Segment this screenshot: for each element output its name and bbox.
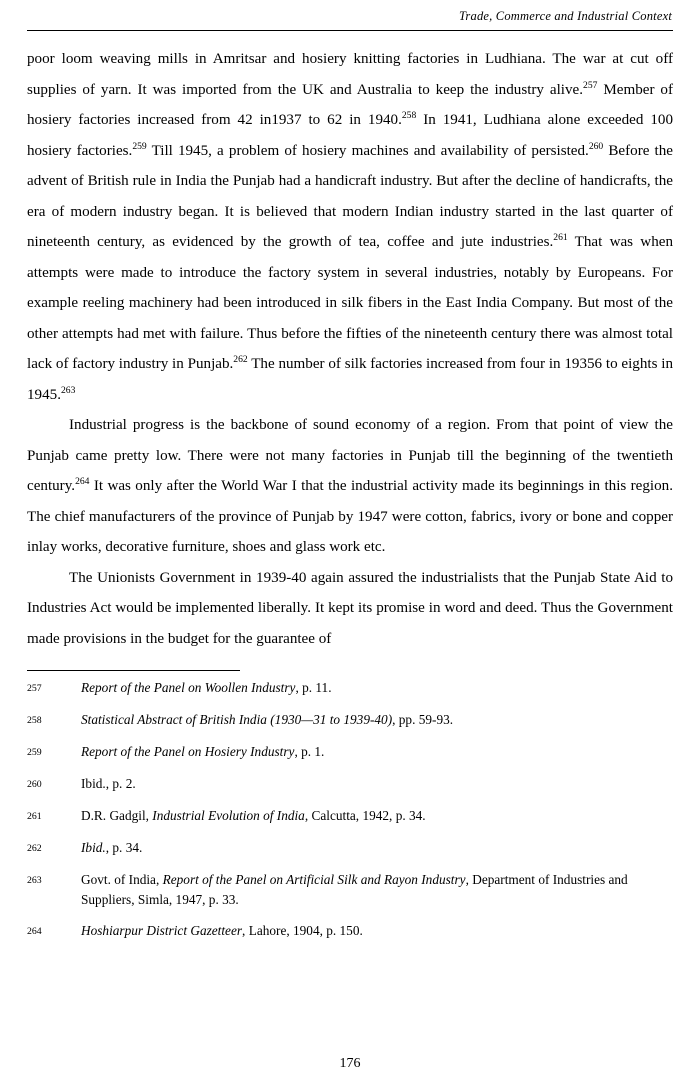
text-run: Hoshiarpur District Gazetteer	[81, 923, 243, 938]
body-paragraph	[27, 563, 673, 655]
text-run: That was when attempts were made to introduce the factory system in several industries, notably by Europeans. For example reeling machinery had been introduced in silk fibers in the East India Company. But most of the other attempts had met with failure. Thus before the fifties of the nineteenth century there was almost total lack of factory industry in Punjab.	[27, 234, 673, 372]
footnote-reference[interactable]: 259	[132, 140, 147, 152]
text-run: Govt. of India,	[81, 872, 163, 887]
text-run: , Lahore, 1904, p. 150.	[242, 923, 363, 938]
text-run: Before the advent of British rule in India the Punjab had a handicraft industry. But after the decline of handicrafts, the era of modern industry began. It is believed that modern Indian industry started in the last quarter of nineteenth century, as evidenced by the growth of tea, coffee and jute industries.	[27, 142, 673, 250]
footnote-reference[interactable]: 264	[75, 475, 90, 487]
text-run: In 1941, Ludhiana alone exceeded 100 hosiery factories.	[27, 112, 673, 159]
footnote-number: 263	[27, 875, 42, 886]
text-run: Member of hosiery factories increased from 42 in1937 to 62 in 1940.	[27, 81, 673, 128]
text-run: Till 1945, a problem of hosiery machines and availability of persisted.	[146, 142, 589, 159]
footnote-text	[81, 921, 673, 941]
footnote-reference[interactable]: 263	[60, 384, 76, 396]
text-run: The Unionists Government in 1939-40 again assured the industrialists that the Punjab State Aid to Industries Act would be implemented liberally. It kept its promise in word and deed. Thus the Government made provisions in the budget for the guarantee of	[27, 569, 673, 647]
text-run: , Department of Industries and Suppliers, Simla, 1947, p. 33.	[81, 872, 628, 907]
footnote-text	[81, 742, 673, 762]
footnote-divider	[27, 670, 240, 671]
footnote-number: 261	[27, 811, 42, 822]
footnote-item	[27, 774, 673, 795]
body-text	[27, 44, 673, 654]
footnote-item	[27, 678, 673, 699]
footnote-item	[27, 870, 673, 910]
body-paragraph	[27, 44, 673, 410]
text-run: , p. 11.	[295, 680, 332, 695]
footnote-text	[81, 838, 673, 858]
footnote-reference[interactable]: 261	[553, 231, 568, 243]
text-run: , pp. 59-93.	[392, 712, 454, 727]
page-number: 176	[339, 1056, 361, 1071]
running-head: Trade, Commerce and Industrial Context	[458, 9, 672, 23]
text-run: It was only after the World War I that the industrial activity made its beginnings in this region. The chief manufacturers of the province of Punjab by 1947 were cotton, fabrics, ivory or bone and copper inlay works, decorative furniture, shoes and glass work etc.	[27, 478, 673, 555]
footnote-item	[27, 838, 673, 859]
footnote-reference[interactable]: 257	[583, 79, 598, 91]
text-run: Report of the Panel on Artificial Silk and Rayon Industry	[162, 872, 466, 887]
footnote-text	[81, 678, 673, 698]
footnote-number: 257	[27, 683, 42, 694]
footnote-text	[81, 870, 673, 910]
footnote-number: 264	[27, 926, 42, 937]
text-run: Ibid.	[81, 840, 106, 855]
footnote-reference[interactable]: 260	[588, 140, 604, 152]
footnote-number: 258	[27, 715, 42, 726]
header-divider	[27, 30, 673, 31]
text-run: Industrial progress is the backbone of sound economy of a region. From that point of view the Punjab came pretty low. There were not many factories in Punjab till the beginning of the twentieth century.	[27, 417, 673, 494]
text-run: , Calcutta, 1942, p. 34.	[304, 808, 426, 823]
text-run: Ibid., p. 2.	[81, 776, 136, 791]
footnote-item	[27, 710, 673, 731]
text-run: poor loom weaving mills in Amritsar and hosiery knitting factories in Ludhiana. The war at cut off supplies of yarn. It was imported from the UK and Australia to keep the industry alive.	[27, 51, 673, 98]
text-run: Industrial Evolution of India	[152, 808, 305, 823]
footnote-item	[27, 921, 673, 942]
footnote-text	[81, 806, 673, 826]
text-run: , p. 1.	[294, 744, 325, 759]
footnote-reference[interactable]: 262	[233, 353, 248, 365]
footnote-item	[27, 806, 673, 827]
footnote-list	[27, 678, 673, 942]
text-run: D.R. Gadgil,	[81, 808, 153, 823]
text-run: Report of the Panel on Hosiery Industry	[81, 744, 295, 759]
footnote-item	[27, 742, 673, 763]
body-paragraph	[27, 410, 673, 563]
footnote-number: 262	[27, 843, 42, 854]
text-run: The number of silk factories increased from four in 19356 to eights in 1945.	[27, 356, 673, 403]
footnote-number: 259	[27, 747, 42, 758]
footnote-text	[81, 774, 673, 794]
text-run: Statistical Abstract of British India (1930—31 to 1939-40)	[81, 712, 393, 727]
footnote-text	[81, 710, 673, 730]
footnote-number: 260	[27, 779, 42, 790]
footnote-reference[interactable]: 258	[401, 109, 417, 121]
text-run: , p. 34.	[105, 840, 143, 855]
text-run: Report of the Panel on Woollen Industry	[81, 680, 296, 695]
